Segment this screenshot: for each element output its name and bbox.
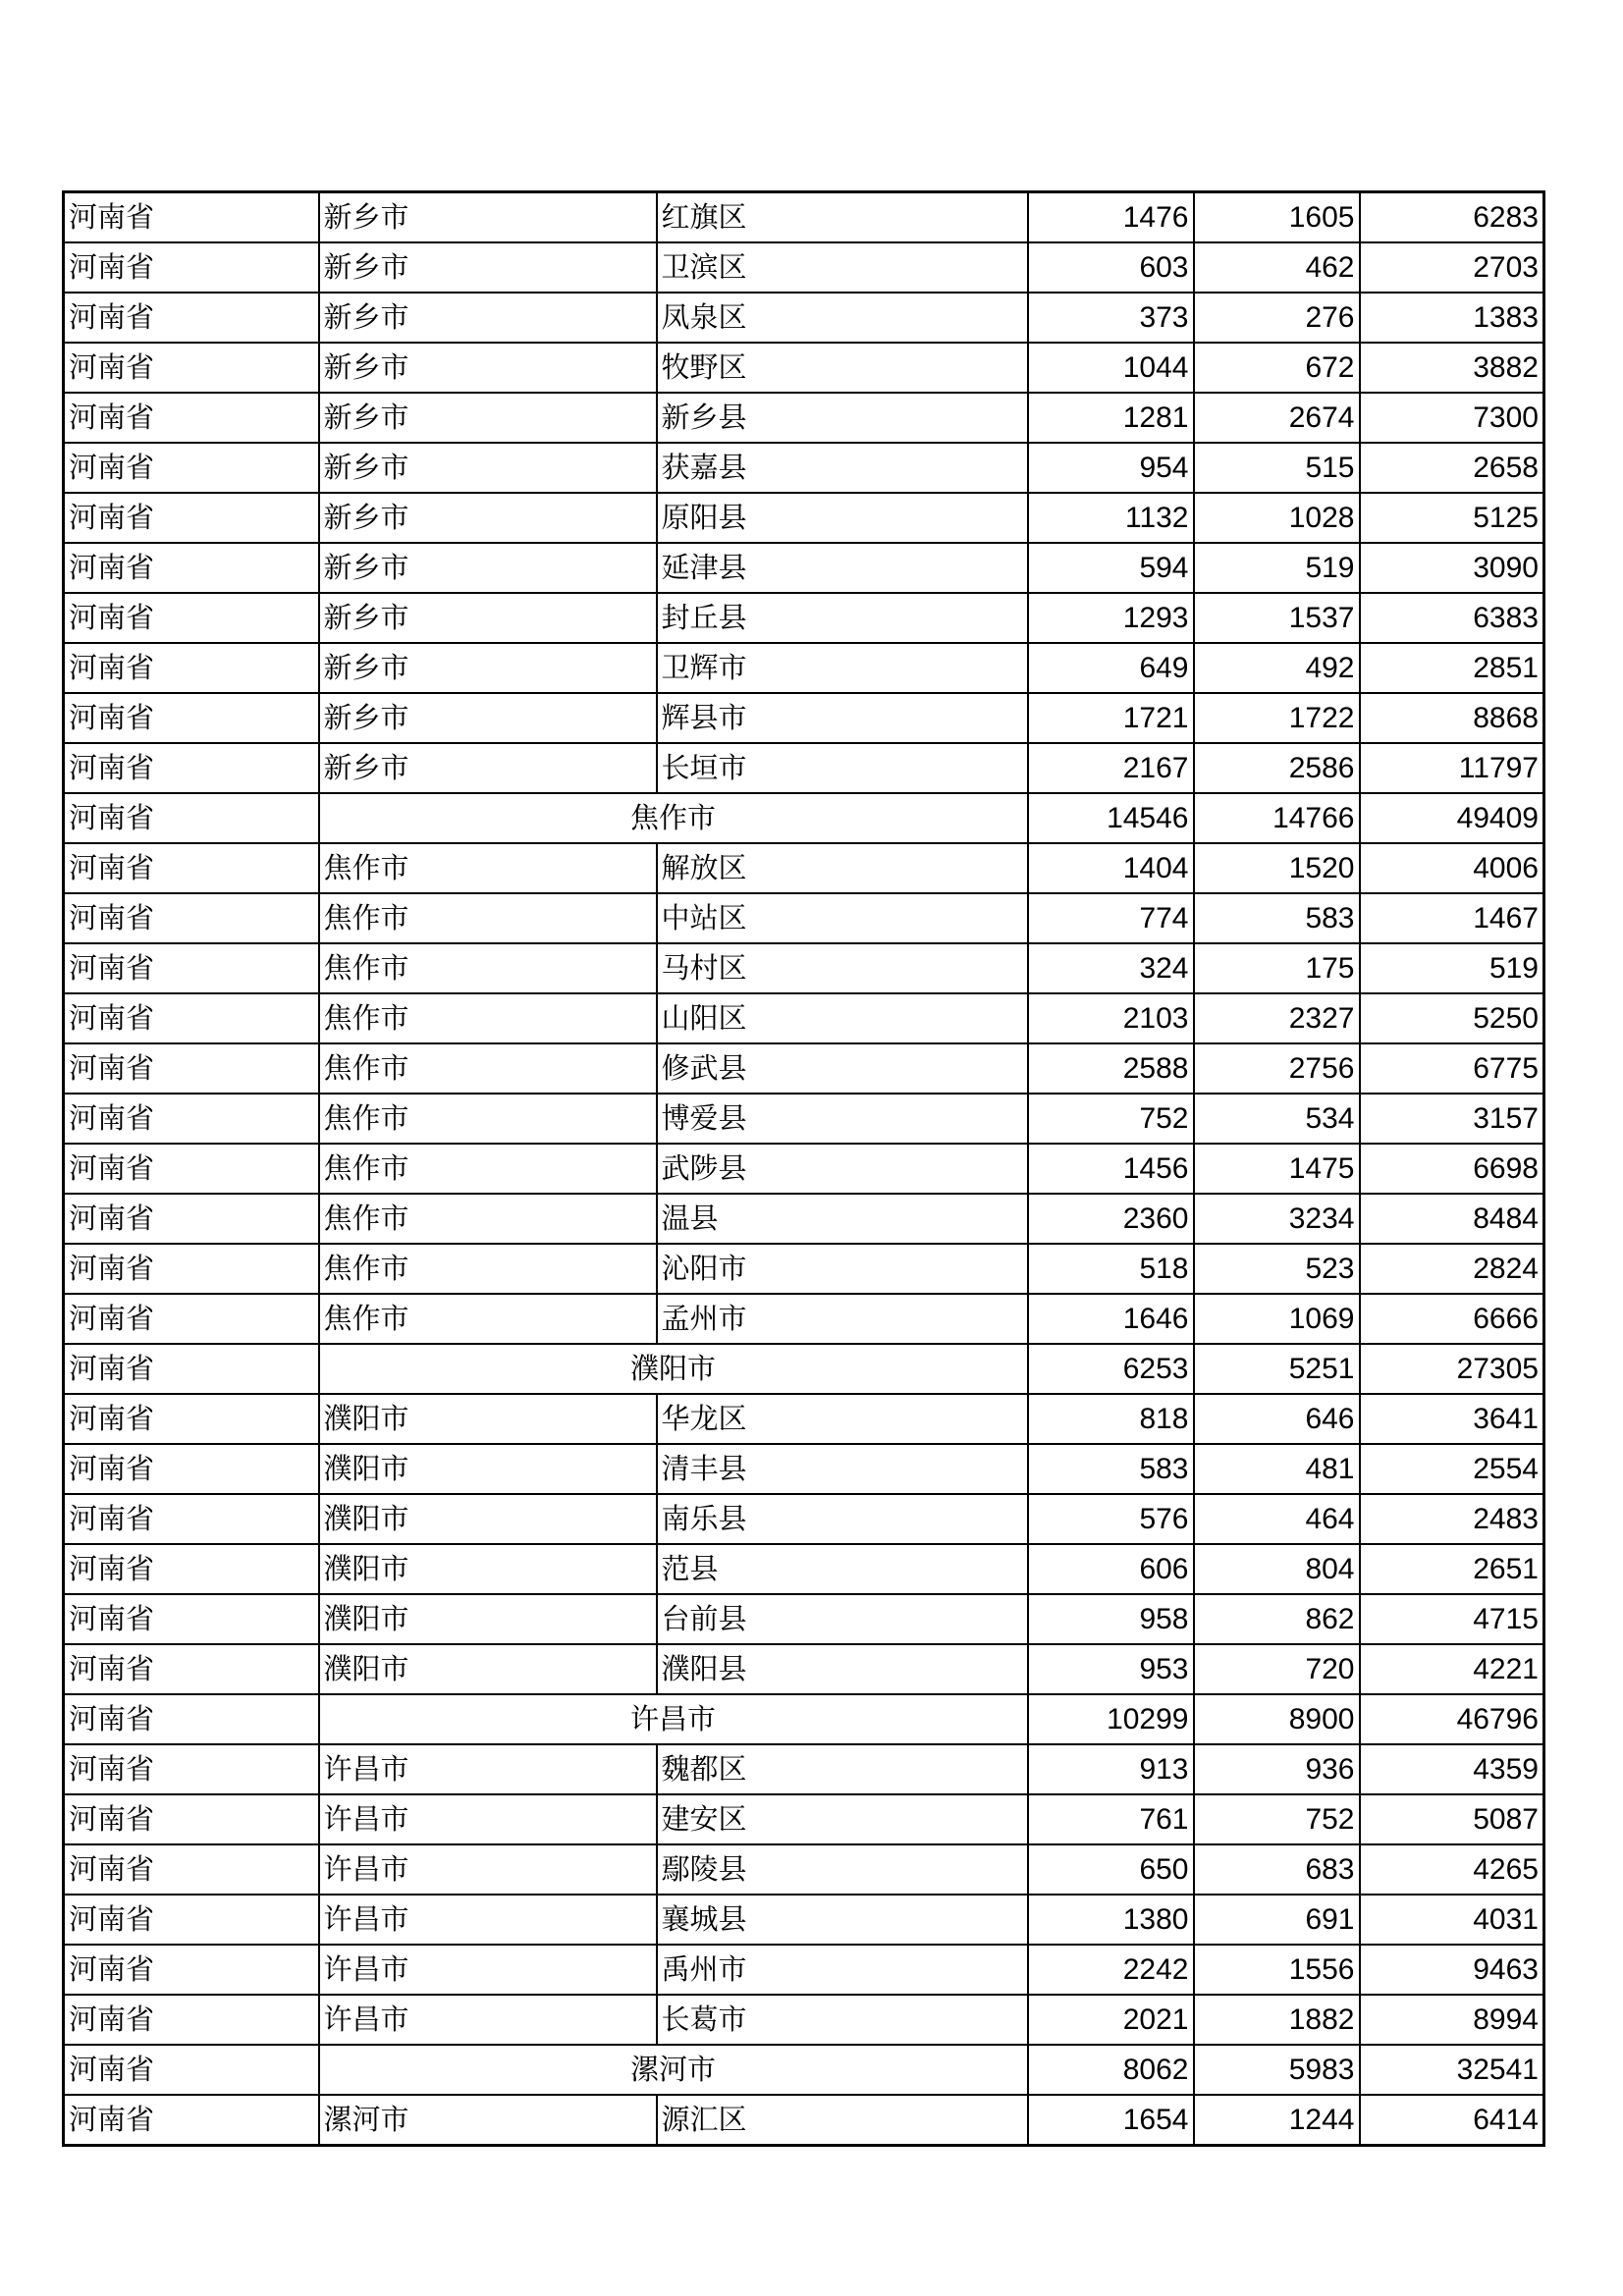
city-cell: 新乡市 (319, 493, 657, 543)
province-cell: 河南省 (64, 2045, 319, 2095)
city-cell: 濮阳市 (319, 1644, 657, 1694)
value-cell-3: 2483 (1360, 1494, 1544, 1544)
table-row (64, 993, 1544, 1043)
province-cell: 河南省 (64, 1294, 319, 1344)
value-cell-1: 1721 (1028, 693, 1194, 743)
value-cell-2: 1556 (1194, 1945, 1360, 1995)
value-cell-2: 936 (1194, 1744, 1360, 1794)
value-cell-1: 606 (1028, 1544, 1194, 1594)
table-row (64, 1444, 1544, 1494)
table-row (64, 743, 1544, 793)
province-cell: 河南省 (64, 1344, 319, 1394)
table-row (64, 1394, 1544, 1444)
city-cell: 焦作市 (319, 1043, 657, 1094)
city-cell: 焦作市 (319, 993, 657, 1043)
county-cell: 清丰县 (657, 1444, 1028, 1494)
province-cell: 河南省 (64, 643, 319, 693)
province-cell: 河南省 (64, 1744, 319, 1794)
value-cell-3: 2703 (1360, 242, 1544, 293)
city-cell: 许昌市 (319, 1945, 657, 1995)
value-cell-2: 276 (1194, 293, 1360, 343)
value-cell-3: 6698 (1360, 1144, 1544, 1194)
value-cell-3: 2824 (1360, 1244, 1544, 1294)
county-cell: 中站区 (657, 893, 1028, 943)
value-cell-2: 804 (1194, 1544, 1360, 1594)
county-cell: 禹州市 (657, 1945, 1028, 1995)
city-cell: 新乡市 (319, 242, 657, 293)
province-cell: 河南省 (64, 743, 319, 793)
value-cell-2: 5983 (1194, 2045, 1360, 2095)
city-cell: 新乡市 (319, 293, 657, 343)
value-cell-1: 2588 (1028, 1043, 1194, 1094)
province-cell: 河南省 (64, 893, 319, 943)
province-cell: 河南省 (64, 1244, 319, 1294)
value-cell-1: 954 (1028, 443, 1194, 493)
value-cell-3: 46796 (1360, 1694, 1544, 1744)
province-cell: 河南省 (64, 1644, 319, 1694)
value-cell-3: 2651 (1360, 1544, 1544, 1594)
value-cell-2: 683 (1194, 1844, 1360, 1895)
value-cell-1: 594 (1028, 543, 1194, 593)
value-cell-1: 1380 (1028, 1895, 1194, 1945)
value-cell-1: 1476 (1028, 192, 1194, 243)
county-cell: 新乡县 (657, 393, 1028, 443)
value-cell-3: 3157 (1360, 1094, 1544, 1144)
value-cell-1: 1281 (1028, 393, 1194, 443)
value-cell-3: 4359 (1360, 1744, 1544, 1794)
table-row (64, 343, 1544, 393)
value-cell-2: 1244 (1194, 2095, 1360, 2146)
table-row (64, 493, 1544, 543)
value-cell-2: 1028 (1194, 493, 1360, 543)
value-cell-3: 3882 (1360, 343, 1544, 393)
value-cell-2: 2674 (1194, 393, 1360, 443)
county-cell: 凤泉区 (657, 293, 1028, 343)
table-row (64, 1294, 1544, 1344)
county-cell: 延津县 (657, 543, 1028, 593)
value-cell-1: 1646 (1028, 1294, 1194, 1344)
province-cell: 河南省 (64, 1794, 319, 1844)
value-cell-1: 2360 (1028, 1194, 1194, 1244)
province-cell: 河南省 (64, 1043, 319, 1094)
table-body (64, 192, 1544, 2146)
city-cell: 濮阳市 (319, 1544, 657, 1594)
table-row (64, 393, 1544, 443)
table-row (64, 1144, 1544, 1194)
table-row (64, 643, 1544, 693)
county-cell: 襄城县 (657, 1895, 1028, 1945)
city-cell: 焦作市 (319, 943, 657, 993)
county-cell: 温县 (657, 1194, 1028, 1244)
value-cell-1: 649 (1028, 643, 1194, 693)
value-cell-3: 3641 (1360, 1394, 1544, 1444)
value-cell-3: 1467 (1360, 893, 1544, 943)
city-total-cell: 焦作市 (319, 793, 1028, 843)
statistics-table (62, 190, 1545, 2147)
county-cell: 马村区 (657, 943, 1028, 993)
value-cell-1: 913 (1028, 1744, 1194, 1794)
county-cell: 修武县 (657, 1043, 1028, 1094)
value-cell-3: 519 (1360, 943, 1544, 993)
city-cell: 濮阳市 (319, 1394, 657, 1444)
table-row (64, 943, 1544, 993)
province-cell: 河南省 (64, 1694, 319, 1744)
province-cell: 河南省 (64, 1144, 319, 1194)
table-row-city-total (64, 793, 1544, 843)
city-cell: 许昌市 (319, 1794, 657, 1844)
province-cell: 河南省 (64, 393, 319, 443)
province-cell: 河南省 (64, 793, 319, 843)
city-cell: 许昌市 (319, 1844, 657, 1895)
table-row (64, 1644, 1544, 1694)
county-cell: 卫辉市 (657, 643, 1028, 693)
table-row (64, 1945, 1544, 1995)
table-row (64, 1744, 1544, 1794)
province-cell: 河南省 (64, 493, 319, 543)
value-cell-3: 4715 (1360, 1594, 1544, 1644)
table-row (64, 1995, 1544, 2045)
city-cell: 新乡市 (319, 192, 657, 243)
value-cell-2: 464 (1194, 1494, 1360, 1544)
province-cell: 河南省 (64, 993, 319, 1043)
city-cell: 漯河市 (319, 2095, 657, 2146)
value-cell-1: 774 (1028, 893, 1194, 943)
city-cell: 新乡市 (319, 593, 657, 643)
value-cell-3: 5087 (1360, 1794, 1544, 1844)
value-cell-3: 2658 (1360, 443, 1544, 493)
city-cell: 焦作市 (319, 1144, 657, 1194)
value-cell-3: 4221 (1360, 1644, 1544, 1694)
value-cell-3: 8868 (1360, 693, 1544, 743)
table-row (64, 1494, 1544, 1544)
city-cell: 新乡市 (319, 393, 657, 443)
value-cell-2: 2586 (1194, 743, 1360, 793)
table-row-city-total (64, 2045, 1544, 2095)
city-cell: 焦作市 (319, 1294, 657, 1344)
value-cell-3: 2554 (1360, 1444, 1544, 1494)
value-cell-3: 1383 (1360, 293, 1544, 343)
value-cell-1: 583 (1028, 1444, 1194, 1494)
province-cell: 河南省 (64, 192, 319, 243)
value-cell-2: 691 (1194, 1895, 1360, 1945)
table-row (64, 693, 1544, 743)
value-cell-2: 1475 (1194, 1144, 1360, 1194)
county-cell: 南乐县 (657, 1494, 1028, 1544)
county-cell: 博爱县 (657, 1094, 1028, 1144)
value-cell-1: 953 (1028, 1644, 1194, 1694)
table-row (64, 1594, 1544, 1644)
value-cell-1: 10299 (1028, 1694, 1194, 1744)
county-cell: 沁阳市 (657, 1244, 1028, 1294)
province-cell: 河南省 (64, 1844, 319, 1895)
value-cell-1: 373 (1028, 293, 1194, 343)
value-cell-2: 1882 (1194, 1995, 1360, 2045)
value-cell-1: 2167 (1028, 743, 1194, 793)
value-cell-1: 576 (1028, 1494, 1194, 1544)
county-cell: 原阳县 (657, 493, 1028, 543)
value-cell-2: 8900 (1194, 1694, 1360, 1744)
value-cell-3: 5250 (1360, 993, 1544, 1043)
value-cell-2: 646 (1194, 1394, 1360, 1444)
value-cell-2: 519 (1194, 543, 1360, 593)
city-cell: 焦作市 (319, 1094, 657, 1144)
city-cell: 新乡市 (319, 443, 657, 493)
value-cell-1: 1132 (1028, 493, 1194, 543)
value-cell-2: 481 (1194, 1444, 1360, 1494)
value-cell-1: 752 (1028, 1094, 1194, 1144)
county-cell: 华龙区 (657, 1394, 1028, 1444)
city-cell: 许昌市 (319, 1744, 657, 1794)
city-cell: 焦作市 (319, 1244, 657, 1294)
province-cell: 河南省 (64, 1194, 319, 1244)
value-cell-1: 1293 (1028, 593, 1194, 643)
value-cell-3: 49409 (1360, 793, 1544, 843)
county-cell: 获嘉县 (657, 443, 1028, 493)
value-cell-2: 1722 (1194, 693, 1360, 743)
value-cell-3: 8484 (1360, 1194, 1544, 1244)
value-cell-1: 2103 (1028, 993, 1194, 1043)
table-row (64, 1895, 1544, 1945)
city-cell: 许昌市 (319, 1995, 657, 2045)
county-cell: 范县 (657, 1544, 1028, 1594)
value-cell-1: 1456 (1028, 1144, 1194, 1194)
city-cell: 濮阳市 (319, 1594, 657, 1644)
value-cell-2: 1605 (1194, 192, 1360, 243)
city-cell: 新乡市 (319, 543, 657, 593)
county-cell: 红旗区 (657, 192, 1028, 243)
county-cell: 解放区 (657, 843, 1028, 893)
value-cell-3: 6666 (1360, 1294, 1544, 1344)
city-cell: 新乡市 (319, 693, 657, 743)
value-cell-2: 583 (1194, 893, 1360, 943)
county-cell: 武陟县 (657, 1144, 1028, 1194)
province-cell: 河南省 (64, 443, 319, 493)
county-cell: 鄢陵县 (657, 1844, 1028, 1895)
province-cell: 河南省 (64, 293, 319, 343)
province-cell: 河南省 (64, 1544, 319, 1594)
table-row (64, 1794, 1544, 1844)
value-cell-3: 11797 (1360, 743, 1544, 793)
value-cell-3: 2851 (1360, 643, 1544, 693)
table-row (64, 192, 1544, 243)
value-cell-2: 175 (1194, 943, 1360, 993)
value-cell-3: 8994 (1360, 1995, 1544, 2045)
value-cell-1: 2242 (1028, 1945, 1194, 1995)
table-row (64, 1244, 1544, 1294)
value-cell-2: 1520 (1194, 843, 1360, 893)
value-cell-3: 5125 (1360, 493, 1544, 543)
province-cell: 河南省 (64, 543, 319, 593)
county-cell: 卫滨区 (657, 242, 1028, 293)
value-cell-2: 672 (1194, 343, 1360, 393)
city-cell: 许昌市 (319, 1895, 657, 1945)
table-row (64, 1094, 1544, 1144)
value-cell-1: 958 (1028, 1594, 1194, 1644)
value-cell-1: 650 (1028, 1844, 1194, 1895)
table-row-city-total (64, 1694, 1544, 1744)
province-cell: 河南省 (64, 593, 319, 643)
county-cell: 牧野区 (657, 343, 1028, 393)
value-cell-2: 1069 (1194, 1294, 1360, 1344)
province-cell: 河南省 (64, 2095, 319, 2146)
value-cell-2: 720 (1194, 1644, 1360, 1694)
province-cell: 河南省 (64, 693, 319, 743)
province-cell: 河南省 (64, 1494, 319, 1544)
province-cell: 河南省 (64, 1444, 319, 1494)
value-cell-3: 4031 (1360, 1895, 1544, 1945)
value-cell-3: 7300 (1360, 393, 1544, 443)
province-cell: 河南省 (64, 943, 319, 993)
value-cell-2: 3234 (1194, 1194, 1360, 1244)
value-cell-1: 518 (1028, 1244, 1194, 1294)
value-cell-1: 324 (1028, 943, 1194, 993)
county-cell: 孟州市 (657, 1294, 1028, 1344)
table-row (64, 2095, 1544, 2146)
value-cell-2: 5251 (1194, 1344, 1360, 1394)
county-cell: 长垣市 (657, 743, 1028, 793)
table-row (64, 1544, 1544, 1594)
value-cell-2: 492 (1194, 643, 1360, 693)
table-row (64, 843, 1544, 893)
value-cell-3: 4265 (1360, 1844, 1544, 1895)
province-cell: 河南省 (64, 1394, 319, 1444)
city-total-cell: 许昌市 (319, 1694, 1028, 1744)
city-total-cell: 濮阳市 (319, 1344, 1028, 1394)
table-row (64, 1194, 1544, 1244)
value-cell-1: 1044 (1028, 343, 1194, 393)
city-cell: 新乡市 (319, 343, 657, 393)
value-cell-2: 2756 (1194, 1043, 1360, 1094)
province-cell: 河南省 (64, 1094, 319, 1144)
value-cell-1: 2021 (1028, 1995, 1194, 2045)
value-cell-3: 9463 (1360, 1945, 1544, 1995)
table-row (64, 443, 1544, 493)
county-cell: 封丘县 (657, 593, 1028, 643)
value-cell-1: 1404 (1028, 843, 1194, 893)
table-row (64, 593, 1544, 643)
value-cell-3: 3090 (1360, 543, 1544, 593)
value-cell-3: 32541 (1360, 2045, 1544, 2095)
county-cell: 山阳区 (657, 993, 1028, 1043)
value-cell-2: 462 (1194, 242, 1360, 293)
province-cell: 河南省 (64, 1895, 319, 1945)
value-cell-1: 761 (1028, 1794, 1194, 1844)
city-total-cell: 漯河市 (319, 2045, 1028, 2095)
value-cell-2: 752 (1194, 1794, 1360, 1844)
table-row (64, 1844, 1544, 1895)
province-cell: 河南省 (64, 843, 319, 893)
value-cell-3: 6383 (1360, 593, 1544, 643)
province-cell: 河南省 (64, 343, 319, 393)
value-cell-2: 515 (1194, 443, 1360, 493)
county-cell: 濮阳县 (657, 1644, 1028, 1694)
county-cell: 台前县 (657, 1594, 1028, 1644)
table-row-city-total (64, 1344, 1544, 1394)
county-cell: 建安区 (657, 1794, 1028, 1844)
county-cell: 辉县市 (657, 693, 1028, 743)
value-cell-2: 523 (1194, 1244, 1360, 1294)
city-cell: 新乡市 (319, 743, 657, 793)
city-cell: 焦作市 (319, 843, 657, 893)
table-row (64, 893, 1544, 943)
value-cell-2: 14766 (1194, 793, 1360, 843)
county-cell: 长葛市 (657, 1995, 1028, 2045)
value-cell-2: 1537 (1194, 593, 1360, 643)
value-cell-1: 6253 (1028, 1344, 1194, 1394)
value-cell-1: 8062 (1028, 2045, 1194, 2095)
table-row (64, 1043, 1544, 1094)
value-cell-2: 862 (1194, 1594, 1360, 1644)
city-cell: 濮阳市 (319, 1494, 657, 1544)
county-cell: 源汇区 (657, 2095, 1028, 2146)
province-cell: 河南省 (64, 242, 319, 293)
table-row (64, 242, 1544, 293)
value-cell-3: 4006 (1360, 843, 1544, 893)
table-row (64, 543, 1544, 593)
table-row (64, 293, 1544, 343)
value-cell-3: 6283 (1360, 192, 1544, 243)
value-cell-3: 27305 (1360, 1344, 1544, 1394)
province-cell: 河南省 (64, 1945, 319, 1995)
county-cell: 魏都区 (657, 1744, 1028, 1794)
value-cell-1: 818 (1028, 1394, 1194, 1444)
value-cell-2: 534 (1194, 1094, 1360, 1144)
value-cell-1: 1654 (1028, 2095, 1194, 2146)
province-cell: 河南省 (64, 1594, 319, 1644)
value-cell-3: 6414 (1360, 2095, 1544, 2146)
value-cell-2: 2327 (1194, 993, 1360, 1043)
value-cell-1: 603 (1028, 242, 1194, 293)
city-cell: 焦作市 (319, 893, 657, 943)
city-cell: 焦作市 (319, 1194, 657, 1244)
city-cell: 濮阳市 (319, 1444, 657, 1494)
province-cell: 河南省 (64, 1995, 319, 2045)
value-cell-1: 14546 (1028, 793, 1194, 843)
city-cell: 新乡市 (319, 643, 657, 693)
value-cell-3: 6775 (1360, 1043, 1544, 1094)
